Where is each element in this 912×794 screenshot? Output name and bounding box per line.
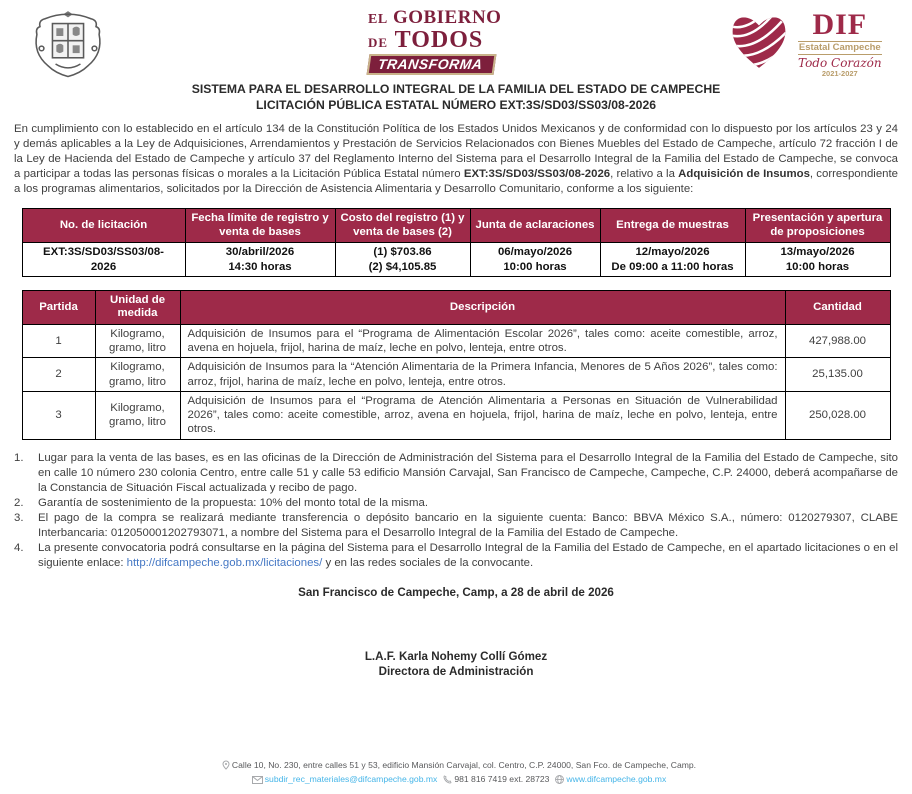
item-3-unidad: Kilogramo, gramo, litro <box>95 391 180 439</box>
dif-acronym: DIF <box>812 8 868 41</box>
col-header-cantidad: Cantidad <box>785 290 890 324</box>
phone-icon <box>443 775 452 784</box>
gobierno-line1: EL GOBIERNO <box>368 7 502 28</box>
licitacion-number: EXT:3S/SD03/SS03/08-2026 <box>463 168 611 181</box>
col-header-costo-registro: Costo del registro (1) y venta de bases (2) <box>335 209 470 243</box>
dif-period: 2021-2027 <box>821 68 858 78</box>
item-2-descripcion: Adquisición de Insumos para la “Atención Alimentaria de la Primera Infancia, Menores de 5 Años 2026”, tales como: arroz, frijol, harina de maíz, leche en polvo, lenteja, entre otros. <box>180 358 785 392</box>
page-footer <box>0 759 912 786</box>
item-3-partida: 3 <box>22 391 95 439</box>
footer-phone: 981 816 7419 ext. 28723 <box>454 773 550 784</box>
dif-wordmark <box>798 10 882 77</box>
cell-fecha-limite: 30/abril/2026 14:30 horas <box>185 243 335 277</box>
footer-contact-line <box>0 773 912 786</box>
gobierno-logo <box>368 8 558 75</box>
page-title <box>0 82 912 113</box>
col-header-junta-aclaraciones: Junta de aclaraciones <box>470 209 600 243</box>
col-header-unidad: Unidad de medida <box>95 290 180 324</box>
col-header-entrega-muestras: Entrega de muestras <box>600 209 745 243</box>
cell-no-licitacion: EXT:3S/SD03/SS03/08- 2026 <box>22 243 185 277</box>
item-row-2 <box>22 358 890 392</box>
note-1-text: Lugar para la venta de las bases, es en las oficinas de la Dirección de Administración del Sistema para el Desarrollo Integral de la Familia del Estado de Campeche, sito en calle 10 número 230 colonia Centro, entre calle 51 y calle 53 edificio Mansión Carvajal, San Francisco de Campeche, Campeche, C.P. 24000, deberá acompañarse de la Constancia de Situación Fiscal actualizada y recibo de pago. <box>38 451 898 494</box>
footer-address-line <box>0 759 912 772</box>
procurement-object: Adquisición de Insumos <box>678 168 810 181</box>
cell-junta-aclaraciones: 06/mayo/2026 10:00 horas <box>470 243 600 277</box>
col-header-presentacion-apertura: Presentación y apertura de proposiciones <box>745 209 890 243</box>
intro-text-2: , relativo a la <box>610 168 679 181</box>
item-1-descripcion: Adquisición de Insumos para el “Programa de Alimentación Escolar 2026”, tales como: aceite comestible, arroz, avena en hojuela, frijol, harina de maíz, leche en polvo, lenteja, entre otros. <box>180 324 785 358</box>
note-4-number: 4. <box>14 541 24 554</box>
campeche-coat-of-arms-icon <box>28 8 108 78</box>
footer-email[interactable]: subdir_rec_materiales@difcampeche.gob.mx <box>264 773 438 784</box>
col-header-fecha-limite: Fecha límite de registro y venta de bases <box>185 209 335 243</box>
note-2-number: 2. <box>14 496 24 509</box>
note-4-post: y en las redes sociales de la convocante. <box>322 556 534 569</box>
item-1-cantidad: 427,988.00 <box>785 324 890 358</box>
dif-heart-icon <box>728 10 790 72</box>
col-header-no-licitacion: No. de licitación <box>22 209 185 243</box>
intro-text-1: En cumplimiento con lo establecido en el artículo 134 de la Constitución Política de los Estados Unidos Mexicanos y de conformidad con lo dispuesto por los artículos 23 y 24 y demás aplicables a la Ley de Adquisiciones, Arrendamientos y Prestación de Servicios Relacionados con Bienes Muebles del Estado de Campeche, artículo 72 fracción I de la Ley de Hacienda del Estado de Campeche y artículo 37 del Reglamento Interno del Sistema para el Desarrollo Integral de la Familia del Estado de Campeche, se convoca a participar a todas las personas físicas o morales a la Licitación Pública Estatal número <box>14 123 898 181</box>
note-3-text: El pago de la compra se realizará mediante transferencia o depósito bancario en la siguiente cuenta: Banco: BBVA México S.A., número: 0120279307, CLABE Interbancaria: 012050001202793071, a nombre del Sistema para el Desarrollo Integral de la Familia del Estado de Campeche. <box>38 511 898 539</box>
note-3-number: 3. <box>14 511 24 524</box>
globe-icon <box>555 775 564 784</box>
signature-block <box>0 649 912 679</box>
cell-presentacion-apertura: 13/mayo/2026 10:00 horas <box>745 243 890 277</box>
note-4-text <box>38 541 898 571</box>
item-2-unidad: Kilogramo, gramo, litro <box>95 358 180 392</box>
gobierno-line2: DE TODOS <box>368 27 484 53</box>
note-1-number: 1. <box>14 451 24 464</box>
schedule-header-row <box>22 209 890 243</box>
intro-paragraph <box>14 122 898 197</box>
item-1-partida: 1 <box>22 324 95 358</box>
item-3-descripcion: Adquisición de Insumos para el “Programa de Atención Alimentaria a Personas en Situación de Vulnerabilidad 2026”, tales como: aceite comestible, arroz, avena en hojuela, frijol, harina de maíz, leche en polvo, lenteja, entre otros. <box>180 391 785 439</box>
footer-website[interactable]: www.difcampeche.gob.mx <box>566 773 667 784</box>
signatory-name: L.A.F. Karla Nohemy Collí Gómez <box>364 649 548 663</box>
col-header-descripcion: Descripción <box>180 290 785 324</box>
schedule-data-row <box>22 243 890 277</box>
item-row-1 <box>22 324 890 358</box>
col-header-partida: Partida <box>22 290 95 324</box>
note-item-2 <box>14 496 898 511</box>
schedule-table <box>22 208 891 276</box>
dif-subtitle: Estatal Campeche <box>798 42 881 53</box>
item-3-cantidad: 250,028.00 <box>785 391 890 439</box>
note-item-3 <box>14 511 898 541</box>
title-line-2: LICITACIÓN PÚBLICA ESTATAL NÚMERO EXT:3S/SD03/SS03/08-2026 <box>255 97 656 112</box>
document-header <box>0 0 912 82</box>
note-2-text: Garantía de sostenimiento de la propuesta: 10% del monto total de la misma. <box>38 496 429 509</box>
item-2-partida: 2 <box>22 358 95 392</box>
note-item-4 <box>14 541 898 571</box>
item-1-unidad: Kilogramo, gramo, litro <box>95 324 180 358</box>
items-table <box>22 290 891 440</box>
email-icon <box>252 776 263 784</box>
dif-logo <box>728 10 898 77</box>
signatory-role: Directora de Administración <box>378 664 534 678</box>
licitaciones-link[interactable]: http://difcampeche.gob.mx/licitaciones/ <box>126 556 323 569</box>
intro-text-3: , correspondiente a los programas alimentarios, solicitados por la Dirección de Asistencia Alimentaria y Desarrollo Comunitario, conforme a los siguiente: <box>14 168 898 196</box>
cell-costo-registro: (1) $703.86 (2) $4,105.85 <box>335 243 470 277</box>
note-item-1 <box>14 451 898 496</box>
cell-entrega-muestras: 12/mayo/2026 De 09:00 a 11:00 horas <box>600 243 745 277</box>
item-2-cantidad: 25,135.00 <box>785 358 890 392</box>
dif-slogan: Todo Corazón <box>798 55 882 70</box>
footer-address: Calle 10, No. 230, entre calles 51 y 53, edificio Mansión Carvajal, col. Centro, C.P. 24000, San Fco. de Campeche, Camp. <box>231 760 697 771</box>
title-line-1: SISTEMA PARA EL DESARROLLO INTEGRAL DE LA FAMILIA DEL ESTADO DE CAMPECHE <box>191 82 721 96</box>
note-4-pre: La presente convocatoria podrá consultarse en la página del Sistema para el Desarrollo Integral de la Familia del Estado de Campeche, en el apartado licitaciones o en el siguiente enlace: <box>38 541 898 569</box>
item-row-3 <box>22 391 890 439</box>
items-header-row <box>22 290 890 324</box>
location-pin-icon <box>222 760 230 770</box>
dateline: San Francisco de Campeche, Camp, a 28 de abril de 2026 <box>298 585 614 599</box>
transforma-banner: TRANSFORMA <box>367 54 496 75</box>
notes-list <box>14 451 898 571</box>
